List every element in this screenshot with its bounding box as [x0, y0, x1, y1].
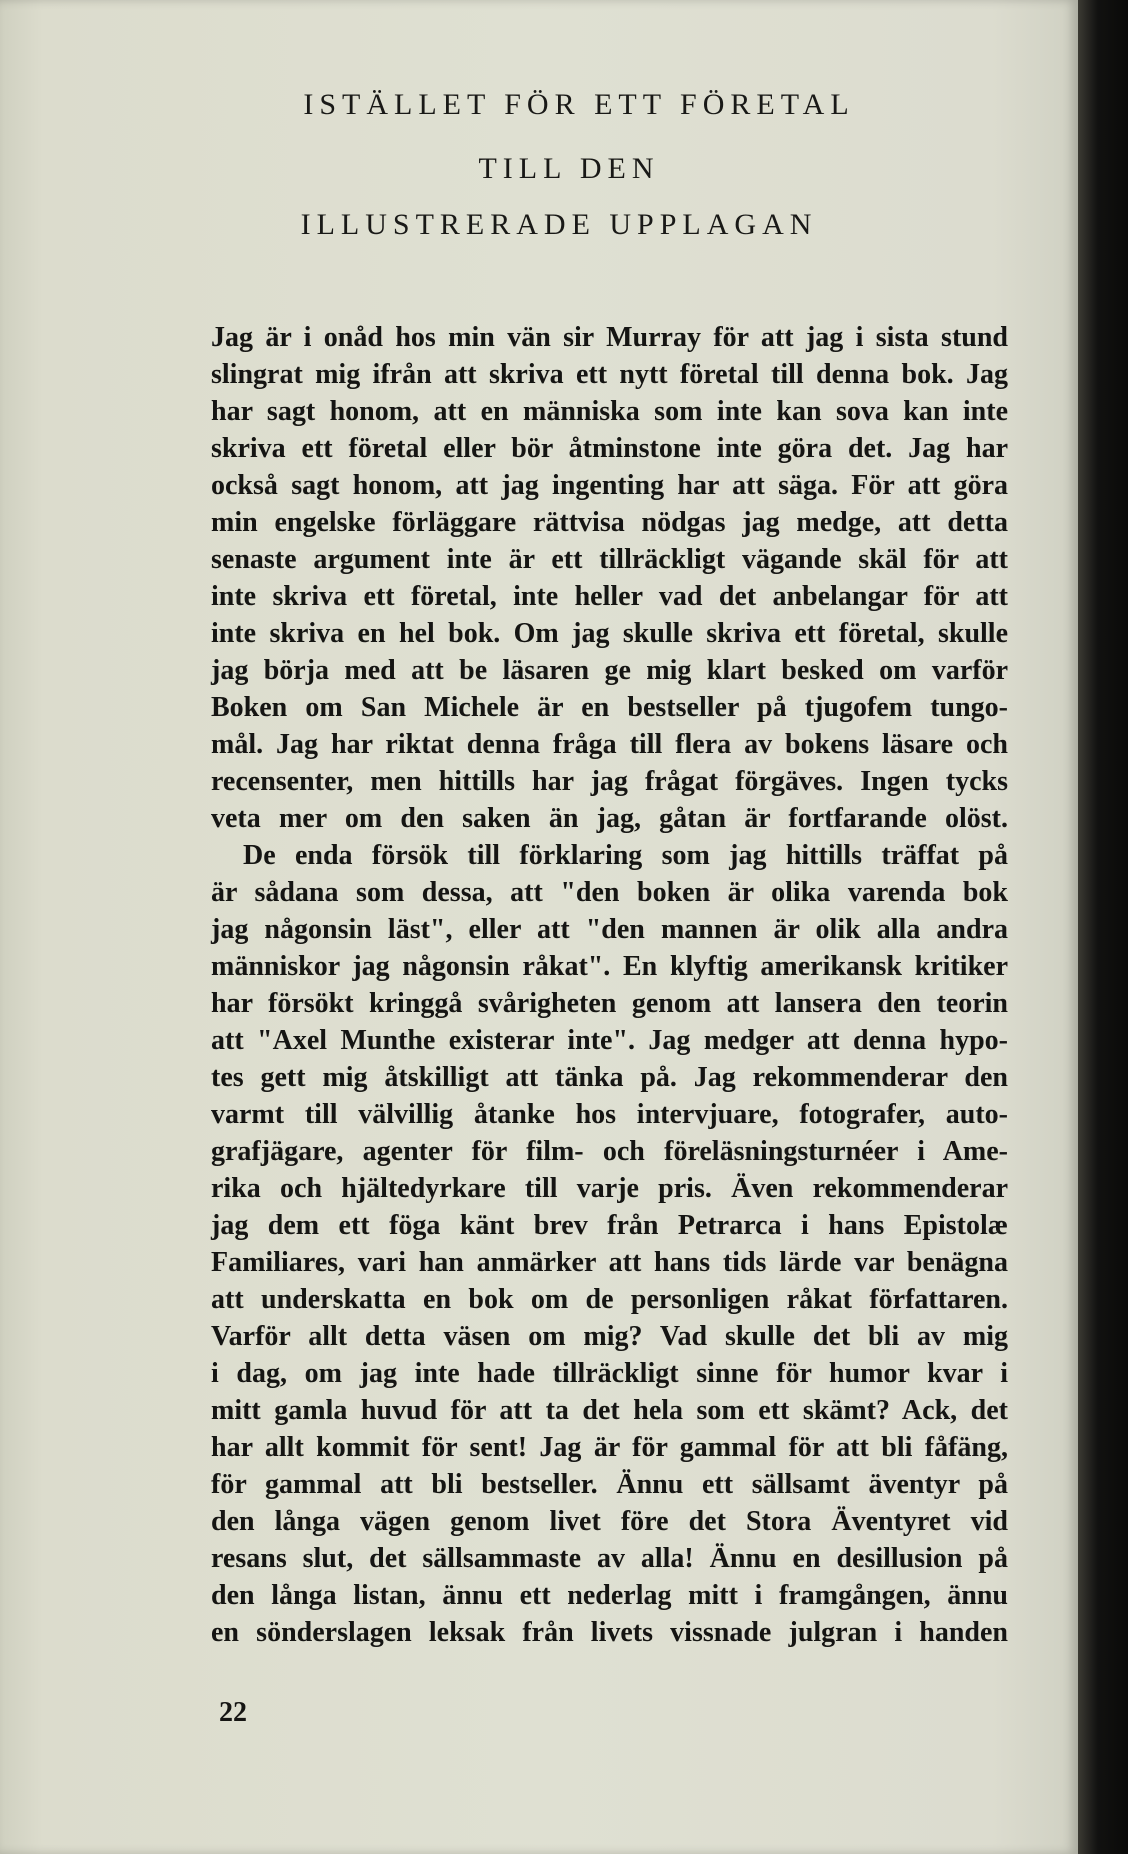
text-line: att underskatta en bok om de personligen råkat författaren.	[211, 1284, 1008, 1315]
text-line: i dag, om jag inte hade tillräckligt sinne för humor kvar i	[211, 1358, 1008, 1389]
text-line: grafjägare, agenter för film- och föreläsningsturnéer i Ame-	[211, 1136, 1008, 1167]
text-line: recensenter, men hittills har jag frågat förgäves. Ingen tycks	[211, 766, 1008, 797]
text-line: har försökt kringgå svårigheten genom att lansera den teorin	[211, 988, 1008, 1019]
text-line: slingrat mig ifrån att skriva ett nytt företal till denna bok. Jag	[211, 359, 1008, 390]
text-line: senaste argument inte är ett tillräckligt vägande skäl för att	[211, 544, 1008, 575]
text-line: resans slut, det sällsammaste av alla! Ännu en desillusion på	[211, 1543, 1008, 1574]
text-line: skriva ett företal eller bör åtminstone inte göra det. Jag har	[211, 433, 1008, 464]
text-line: veta mer om den saken än jag, gåtan är fortfarande olöst.	[211, 803, 1008, 834]
text-line: inte skriva ett företal, inte heller vad det anbelangar för att	[211, 581, 1008, 612]
chapter-heading-line-1: ISTÄLLET FÖR ETT FÖRETAL	[303, 88, 855, 121]
text-line: den långa vägen genom livet före det Stora Äventyret vid	[211, 1506, 1008, 1537]
chapter-heading-line-3: ILLUSTRERADE UPPLAGAN	[300, 208, 818, 241]
text-line: också sagt honom, att jag ingenting har att säga. För att göra	[211, 470, 1008, 501]
text-line: jag dem ett föga känt brev från Petrarca i hans Epistolæ	[211, 1210, 1008, 1241]
text-line: jag någonsin läst", eller att "den mannen är olik alla andra	[211, 914, 1008, 945]
text-line: har allt kommit för sent! Jag är för gammal för att bli fåfäng,	[211, 1432, 1008, 1463]
text-line: människor jag någonsin råkat". En klyftig amerikansk kritiker	[211, 951, 1008, 982]
text-line: har sagt honom, att en människa som inte kan sova kan inte	[211, 396, 1008, 427]
text-line: min engelske förläggare rättvisa nödgas jag medge, att detta	[211, 507, 1008, 538]
text-line: rika och hjältedyrkare till varje pris. Även rekommenderar	[211, 1173, 1008, 1204]
text-line: mål. Jag har riktat denna fråga till flera av bokens läsare och	[211, 729, 1008, 760]
text-line: för gammal att bli bestseller. Ännu ett sällsamt äventyr på	[211, 1469, 1008, 1500]
text-line: jag börja med att be läsaren ge mig klart besked om varför	[211, 655, 1008, 686]
text-line: är sådana som dessa, att "den boken är olika varenda bok	[211, 877, 1008, 908]
text-line: den långa listan, ännu ett nederlag mitt i framgången, ännu	[211, 1580, 1008, 1611]
text-line: Familiares, vari han anmärker att hans tids lärde var benägna	[211, 1247, 1008, 1278]
text-line: Varför allt detta väsen om mig? Vad skulle det bli av mig	[211, 1321, 1008, 1352]
text-line: Boken om San Michele är en bestseller på tjugofem tungo-	[211, 692, 1008, 723]
chapter-heading-line-2: TILL DEN	[478, 152, 660, 185]
text-line: mitt gamla huvud för att ta det hela som ett skämt? Ack, det	[211, 1395, 1008, 1426]
text-line: att "Axel Munthe existerar inte". Jag medger att denna hypo-	[211, 1025, 1008, 1056]
page-number: 22	[219, 1697, 247, 1728]
text-line: en sönderslagen leksak från livets vissnade julgran i handen	[211, 1617, 1008, 1648]
text-line: Jag är i onåd hos min vän sir Murray för att jag i sista stund	[211, 322, 1008, 353]
text-line: varmt till välvillig åtanke hos intervjuare, fotografer, auto-	[211, 1099, 1008, 1130]
text-line: tes gett mig åtskilligt att tänka på. Jag rekommenderar den	[211, 1062, 1008, 1093]
book-edge-shadow	[1078, 0, 1128, 1854]
text-line: De enda försök till förklaring som jag hittills träffat på	[243, 840, 1008, 871]
text-line: inte skriva en hel bok. Om jag skulle skriva ett företal, skulle	[211, 618, 1008, 649]
